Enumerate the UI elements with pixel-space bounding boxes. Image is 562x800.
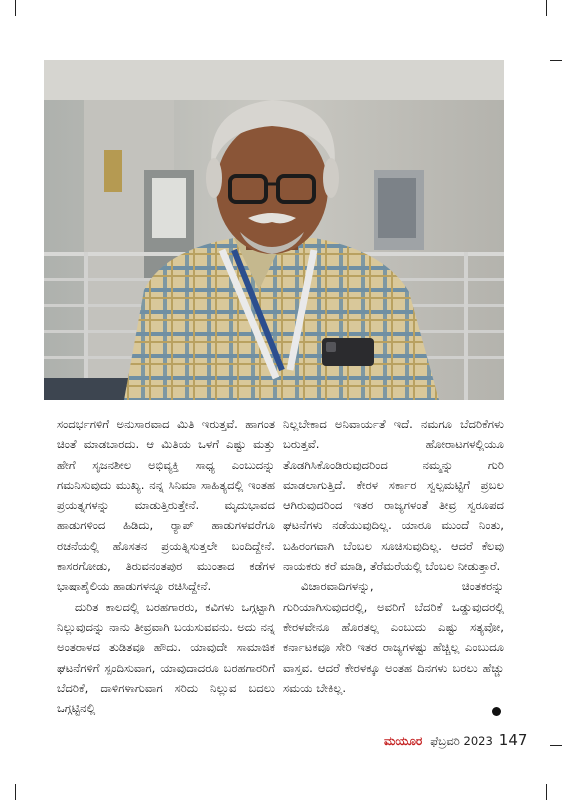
magazine-brand: ಮಯೂರ: [384, 734, 423, 748]
crop-mark-right-lower: [550, 745, 562, 746]
article-paragraph: ವಿಚಾರವಾದಿಗಳನ್ನು, ಚಿಂತಕರನ್ನು ಗುರಿಯಾಗಿಸುವುದರಲ್ಲಿ, ಅವರಿಗೆ ಬೆದರಿಕೆ ಒಡ್ಡುವುದರಲ್ಲಿ ಕೇರಳವೇನೂ ಹೊರತಲ್ಲ ಎಂಬುದು ಎಷ್ಟು ಸತ್ಯವೋ, ಕರ್ನಾಟಕವೂ ಸೇರಿ ಇತರ ರಾಜ್ಯಗಳಷ್ಟು ಹೆಚ್ಚಿಲ್ಲ ಎಂಬುದೂ ವಾಸ್ತವ. ಆದರೆ ಕೇರಳಕ್ಕೂ ಅಂತಹ ದಿನಗಳು ಬರಲು ಹೆಚ್ಚು ಸಮಯ ಬೇಕಿಲ್ಲ.: [283, 579, 504, 695]
article-photo: [44, 60, 504, 400]
page-number: 147: [498, 731, 528, 749]
crop-mark-top-right: [546, 0, 547, 16]
article-paragraph: ನಿಲ್ಲಬೇಕಾದ ಅನಿವಾರ್ಯತೆ ಇದೆ. ನಮಗೂ ಬೆದರಿಕೆಗಳು ಬರುತ್ತವೆ. ಹೋರಾಟಗಳಲ್ಲಿಯೂ ತೊಡಗಿಸಿಕೊಂಡಿರುವುದರಿಂದ ನಮ್ಮನ್ನು ಗುರಿ ಮಾಡಲಾಗುತ್ತಿದೆ. ಕೇರಳ ಸರ್ಕಾರ ಸ್ವಲ್ಪಮಟ್ಟಿಗೆ ಪ್ರಬಲ ಆಗಿರುವುದರಿಂದ ಇತರ ರಾಜ್ಯಗಳಂತೆ ತೀವ್ರ ಸ್ವರೂಪದ ಘಟನೆಗಳು ನಡೆಯುವುದಿಲ್ಲ. ಯಾರೂ ಮುಂದೆ ನಿಂತು, ಬಹಿರಂಗವಾಗಿ ಬೆಂಬಲ ಸೂಚಿಸುವುದಿಲ್ಲ. ಆದರೆ ಕೆಲವು ನಾಯಕರು ಕರೆ ಮಾಡಿ, ತೆರೆಮರೆಯಲ್ಲಿ ಬೆಂಬಲ ನೀಡುತ್ತಾರೆ.: [283, 417, 504, 574]
article-column-left: [57, 414, 275, 718]
crop-mark-right-upper: [550, 60, 562, 61]
crop-mark-bottom-right: [546, 784, 547, 800]
article-paragraph: ಸಂದರ್ಭಗಳಿಗೆ ಅನುಸಾರವಾದ ಮಿತಿ ಇರುತ್ತವೆ. ಹಾಗಂತ ಚಿಂತೆ ಮಾಡಬಾರದು. ಆ ಮಿತಿಯ ಒಳಗೆ ಎಷ್ಟು ಮತ್ತು ಹೇಗೆ ಸೃಜನಶೀಲ ಅಭಿವ್ಯಕ್ತಿ ಸಾಧ್ಯ ಎಂಬುದನ್ನು ಗಮನಿಸುವುದು ಮುಖ್ಯ. ನನ್ನ ಸಿನಿಮಾ ಸಾಹಿತ್ಯದಲ್ಲಿ ಇಂತಹ ಪ್ರಯತ್ನಗಳನ್ನು ಮಾಡುತ್ತಿರುತ್ತೇನೆ. ಮೃದುಭಾವದ ಹಾಡುಗಳಿಂದ ಹಿಡಿದು, ರ್‍ಯಾಪ್ ಹಾಡುಗಳವರೆಗೂ ರಚನೆಯಲ್ಲಿ ಹೊಸತನ ಪ್ರಯತ್ನಿಸುತ್ತಲೇ ಬಂದಿದ್ದೇನೆ. ಕಾಸರಗೋಡು, ತಿರುವನಂತಪುರ ಮುಂತಾದ ಕಡೆಗಳ ಭಾಷಾಶೈಲಿಯ ಹಾಡುಗಳನ್ನೂ ರಚಿಸಿದ್ದೇನೆ.: [57, 417, 275, 594]
crop-mark-top-left: [15, 0, 16, 16]
article-end-mark: [492, 707, 501, 716]
article-paragraph: ದುರಿತ ಕಾಲದಲ್ಲಿ ಬರಹಗಾರರು, ಕವಿಗಳು ಒಗ್ಗಟ್ಟಾಗಿ ನಿಲ್ಲುವುದನ್ನು ನಾನು ತೀವ್ರವಾಗಿ ಬಯಸುವವನು. ಅದು ನನ್ನ ಅಂತರಾಳದ ತುಡಿತವೂ ಹೌದು. ಯಾವುದೇ ಸಾಮಾಜಿಕ ಘಟನೆಗಳಿಗೆ ಸ್ಪಂದಿಸುವಾಗ, ಯಾವುದಾದರೂ ಬರಹಗಾರರಿಗೆ ಬೆದರಿಕೆ, ದಾಳಿಗಳಾಗುವಾಗ ಸರಿದು ನಿಲ್ಲುವ ಬದಲು ಒಗ್ಗಟ್ಟಿನಲ್ಲಿ: [57, 599, 275, 716]
article-column-right: [283, 414, 504, 698]
crop-mark-bottom-left: [15, 784, 16, 800]
portrait-illustration: [44, 60, 504, 400]
issue-date: ಫೆಬ್ರವರಿ 2023: [430, 734, 493, 748]
page-footer: [384, 731, 527, 751]
